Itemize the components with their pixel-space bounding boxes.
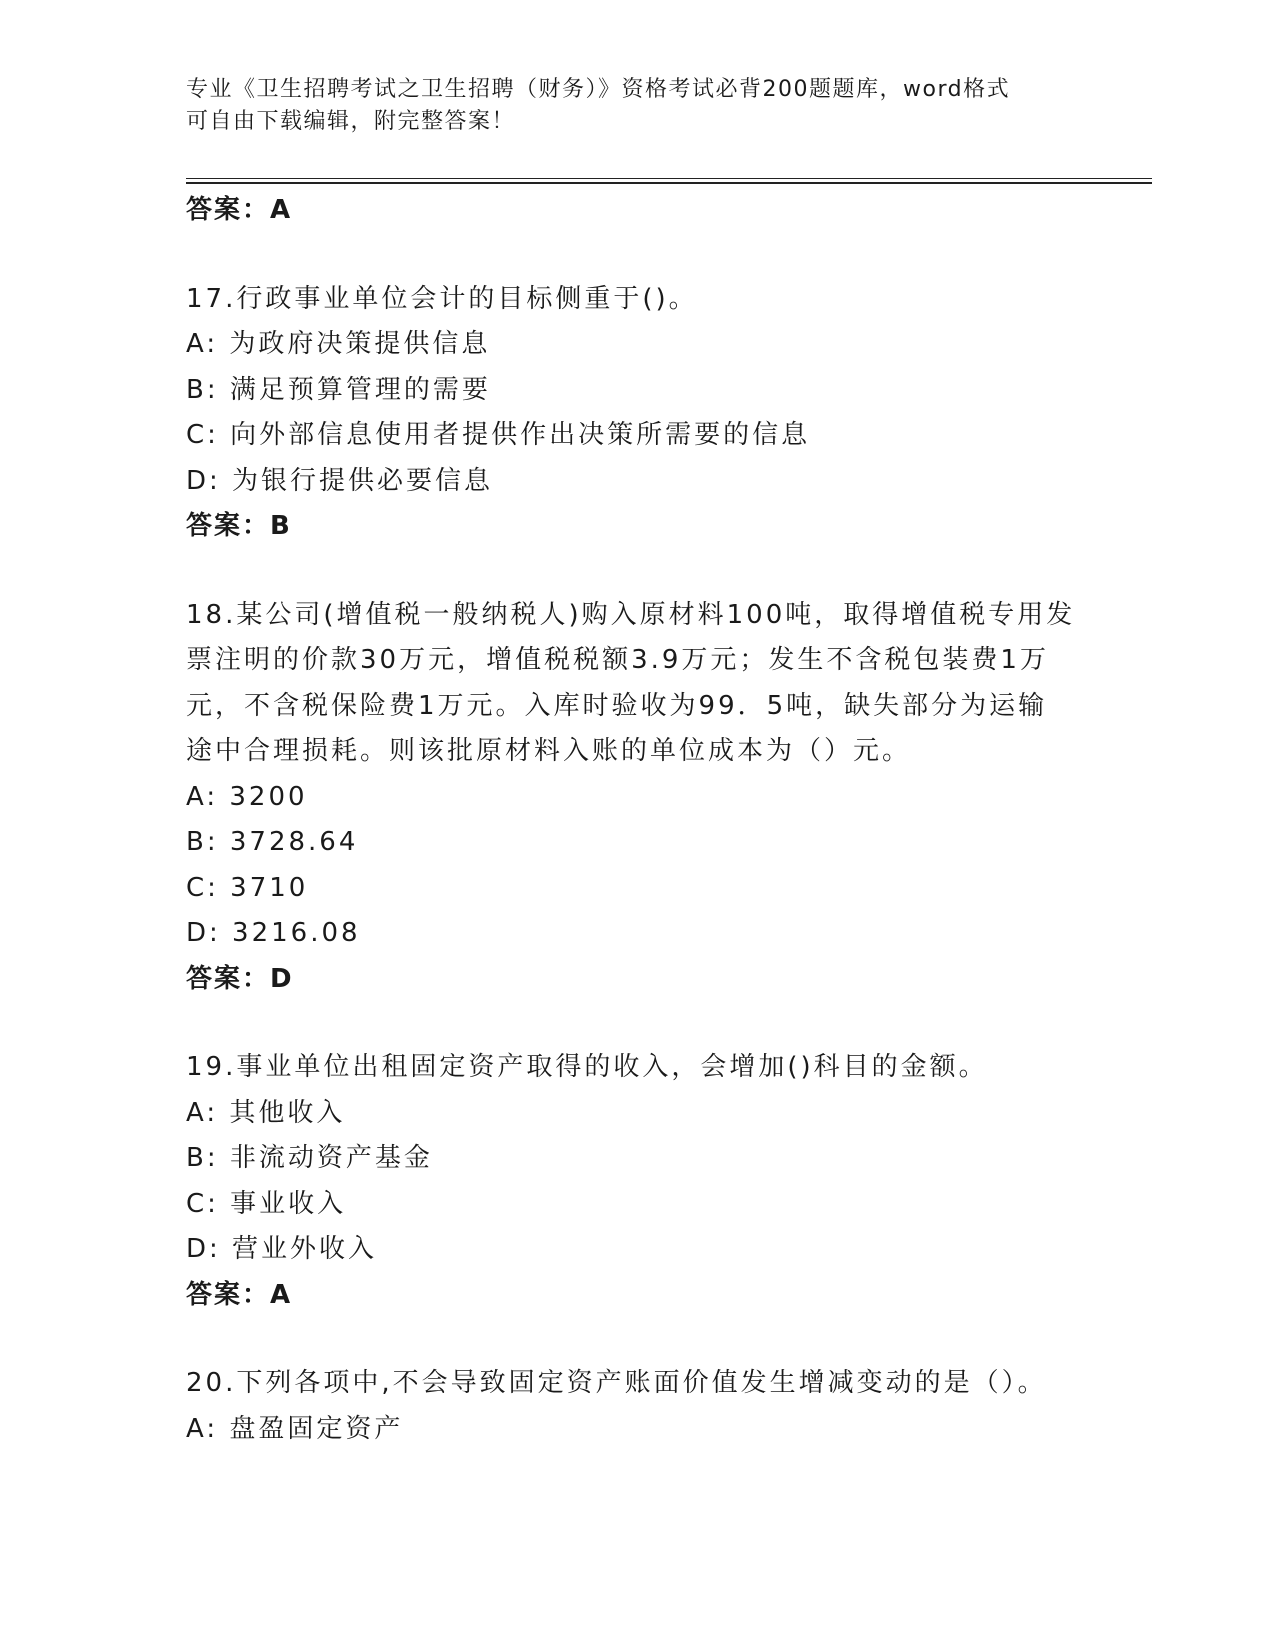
header-line-1: 专业《卫生招聘考试之卫生招聘（财务）》资格考试必背200题题库，word格式: [186, 77, 1011, 102]
question-stem: 17.行政事业单位会计的目标侧重于()。: [186, 283, 698, 314]
option-a: A: 3200: [186, 781, 308, 812]
option-b: B: 非流动资产基金: [186, 1143, 433, 1173]
document-header: [186, 74, 1066, 138]
question-17: [186, 277, 1086, 550]
question-stem: 票注明的价款30万元，增值税税额3.9万元；发生不含税包装费1万: [186, 645, 1049, 675]
option-c: C: 3710: [186, 872, 309, 903]
question-stem: 20.下列各项中,不会导致固定资产账面价值发生增减变动的是（）。: [186, 1368, 1047, 1398]
option-a: A: 为政府决策提供信息: [186, 329, 491, 359]
question-19: [186, 1045, 1086, 1318]
answer: 答案：B: [186, 511, 292, 541]
option-b: B: 3728.64: [186, 827, 359, 857]
answer: 答案：A: [186, 1279, 293, 1310]
question-stem: 途中合理损耗。则该批原材料入账的单位成本为（）元。: [186, 736, 912, 766]
previous-answer: 答案：A: [186, 195, 293, 225]
question-stem: 18.某公司(增值税一般纳税人)购入原材料100吨，取得增值税专用发: [186, 599, 1076, 630]
question-stem: 19.事业单位出租固定资产取得的收入，会增加()科目的金额。: [186, 1052, 988, 1082]
option-b: B: 满足预算管理的需要: [186, 374, 491, 405]
header-divider-thick: [186, 182, 1152, 184]
question-18: [186, 593, 1086, 1003]
header-divider-thin: [186, 178, 1152, 179]
question-stem: 元，不含税保险费1万元。入库时验收为99．5吨，缺失部分为运输: [186, 690, 1048, 721]
option-c: C: 向外部信息使用者提供作出决策所需要的信息: [186, 420, 811, 450]
answer: 答案：D: [186, 963, 294, 994]
header-line-2: 可自由下载编辑，附完整答案！: [186, 109, 516, 134]
option-d: D: 3216.08: [186, 918, 361, 948]
option-a: A: 盘盈固定资产: [186, 1413, 404, 1444]
option-c: C: 事业收入: [186, 1188, 347, 1219]
option-d: D: 营业外收入: [186, 1234, 378, 1264]
question-content: [186, 188, 1086, 1452]
option-d: D: 为银行提供必要信息: [186, 465, 494, 496]
question-20: [186, 1361, 1086, 1452]
option-a: A: 其他收入: [186, 1097, 346, 1128]
